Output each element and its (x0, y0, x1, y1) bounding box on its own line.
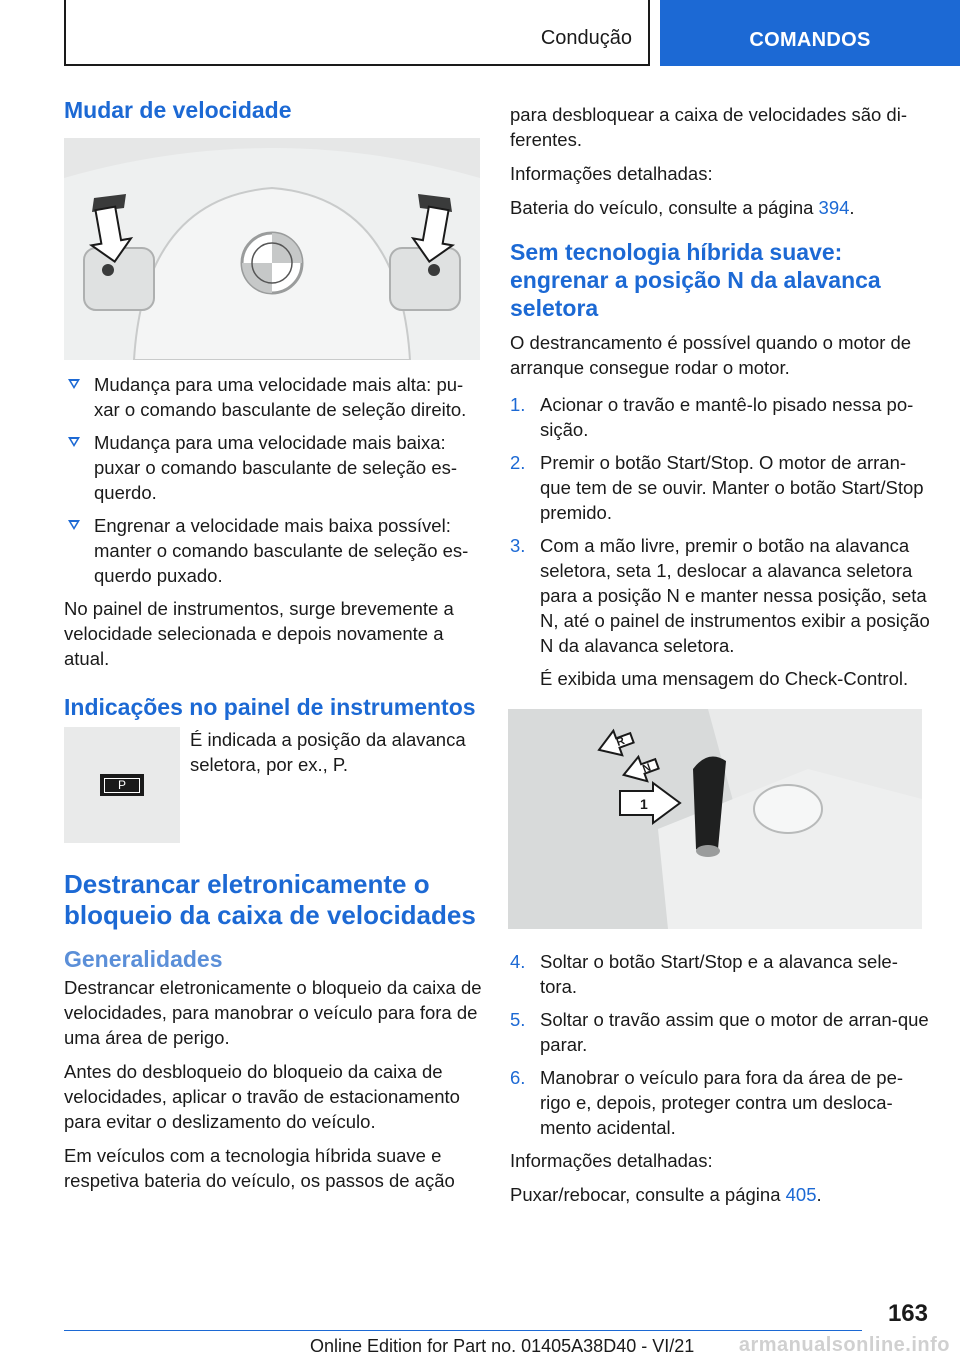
header-section-label: Condução (540, 27, 632, 49)
heading-gear-change: Mudar de velocidade (64, 97, 292, 123)
info-ref-towing: Puxar/rebocar, consulte a página 405. (510, 1184, 822, 1205)
list-item: 5. Soltar o travão assim que o motor de arran-que parar. (510, 1009, 929, 1055)
steering-wheel-image (64, 138, 480, 360)
triangle-bullet-icon (68, 437, 80, 447)
steps-list-b (510, 949, 930, 1140)
heading-general: Generalidades (64, 946, 223, 972)
page-link-394[interactable]: 394 (818, 197, 850, 218)
heading-instrument-display: Indicações no painel de instrumentos (64, 694, 476, 720)
heading-no-mild-hybrid: Sem tecnologia híbrida suave: engrenar a posição N da alavanca seletora (510, 239, 881, 321)
steps-list-a (510, 392, 930, 691)
list-item: 4. Soltar o botão Start/Stop e a alavanca sele-tora. (510, 951, 898, 997)
right-column (510, 102, 930, 1216)
continued-paragraph: para desbloquear a caixa de velocidades são di-ferentes. (510, 104, 907, 150)
info-label-2: Informações detalhadas: (510, 1150, 713, 1171)
display-row (64, 727, 482, 843)
list-item: 3. Com a mão livre, premir o botão na alavanca seletora, seta 1, deslocar a alavanca seletora para a posição N e manter nessa posição, seta N, até o painel de instrumentos exibir a posição N da alavanca seletora. É exibida uma mensagem do Check-Control. (510, 535, 930, 689)
header-chapter-label: COMANDOS (749, 29, 871, 51)
general-paragraph-2: Antes do desbloqueio do bloqueio da caixa de velocidades, aplicar o travão de estacionamento para evitar o deslizamento do veículo. (64, 1061, 460, 1132)
general-paragraph-1: Destrancar eletronicamente o bloqueio da caixa de velocidades, para manobrar o veículo para fora de uma área de perigo. (64, 977, 482, 1048)
display-text: É indicada a posição da alavanca seletora, por ex., P. (190, 729, 466, 775)
gear-p-indicator-icon: P (100, 774, 144, 796)
general-paragraph-3: Em veículos com a tecnologia híbrida suave e respetiva bateria do veículo, os passos de ação (64, 1145, 455, 1191)
no-hybrid-paragraph: O destrancamento é possível quando o motor de arranque consegue rodar o motor. (510, 332, 912, 378)
list-item: Mudança para uma velocidade mais alta: pu-xar o comando basculante de seleção direito. (64, 372, 482, 422)
page-number: 163 (887, 1300, 928, 1327)
footer-divider (64, 1330, 862, 1331)
list-item: Engrenar a velocidade mais baixa possível: manter o comando basculante de seleção es-querdo puxado. (64, 513, 482, 588)
display-indicator-image (64, 727, 180, 843)
triangle-bullet-icon (68, 520, 80, 530)
edition-text: Online Edition for Part no. 01405A38D40 - VI/21 (310, 1336, 695, 1356)
list-item: 2. Premir o botão Start/Stop. O motor de arran-que tem de se ouvir. Manter o botão Start/Stop premido. (510, 452, 924, 523)
gear-note: No painel de instrumentos, surge brevemente a velocidade selecionada e depois novamente a atual. (64, 598, 454, 669)
list-item: 6. Manobrar o veículo para fora da área de pe-rigo e, depois, proteger contra um desloca-mento acidental. (510, 1067, 904, 1138)
list-item: Mudança para uma velocidade mais baixa: puxar o comando basculante de seleção es-querdo. (64, 430, 482, 505)
left-column (64, 96, 482, 1202)
page-link-405[interactable]: 405 (785, 1184, 817, 1205)
selector-lever-illustration (508, 709, 922, 929)
list-item: 1. Acionar o travão e mantê-lo pisado nessa po-sição. (510, 394, 914, 440)
info-ref-battery: Bateria do veículo, consulte a página 394. (510, 197, 855, 218)
steering-wheel-illustration (64, 138, 480, 360)
header-section-tab (64, 0, 650, 66)
arrow-1-label: 1 (640, 796, 648, 812)
info-label-1: Informações detalhadas: (510, 163, 713, 184)
triangle-bullet-icon (68, 379, 80, 389)
arrow-r-label: R (614, 734, 627, 749)
gear-change-list (64, 372, 482, 588)
watermark-logo: armanualsonline.info (738, 1334, 950, 1356)
selector-lever-image (508, 709, 922, 929)
header-chapter-tab (660, 0, 960, 66)
heading-unlock-gearbox: Destrancar eletronicamente o bloqueio da caixa de velocidades (64, 869, 476, 930)
arrow-n-label: N (641, 761, 653, 776)
